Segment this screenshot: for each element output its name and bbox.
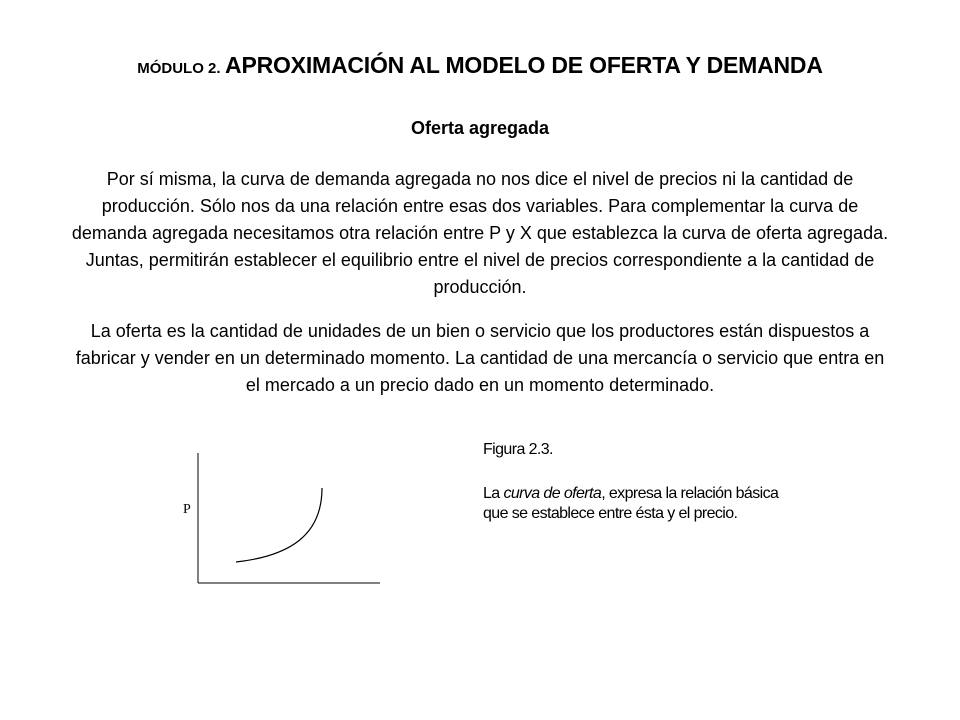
module-heading: APROXIMACIÓN AL MODELO DE OFERTA Y DEMANDA: [225, 52, 823, 78]
figure-description-suffix: , expresa la relación básica que se establece entre ésta y el precio.: [483, 485, 779, 522]
figure-caption: Figura 2.3.: [483, 441, 553, 458]
supply-curve: [236, 488, 322, 562]
paragraph-supply-definition: La oferta es la cantidad de unidades de un bien o servicio que los productores están dispuestos a fabricar y vender en un determinado momento. La cantidad de una mercancía o servicio que entra en el mercado a un precio dado en un momento determinado.: [75, 321, 885, 395]
section-subtitle: Oferta agregada: [410, 118, 550, 138]
y-axis-label: P: [183, 502, 191, 517]
figure-description: [483, 484, 803, 524]
figure-description-italic: curva de oferta: [503, 485, 602, 502]
paragraph-aggregate-demand: Por sí misma, la curva de demanda agregada no nos dice el nivel de precios ni la cantidad de producción. Sólo nos da una relación entre esas dos variables. Para complementar la curva de demanda agregada necesitamos otra relación entre P y X que establezca la curva de oferta agregada. Juntas, permitirán establecer el equilibrio entre el nivel de precios correspondiente a la cantidad de producción.: [71, 169, 889, 297]
figure-description-prefix: La: [483, 485, 504, 502]
module-label: MÓDULO 2.: [137, 60, 221, 77]
